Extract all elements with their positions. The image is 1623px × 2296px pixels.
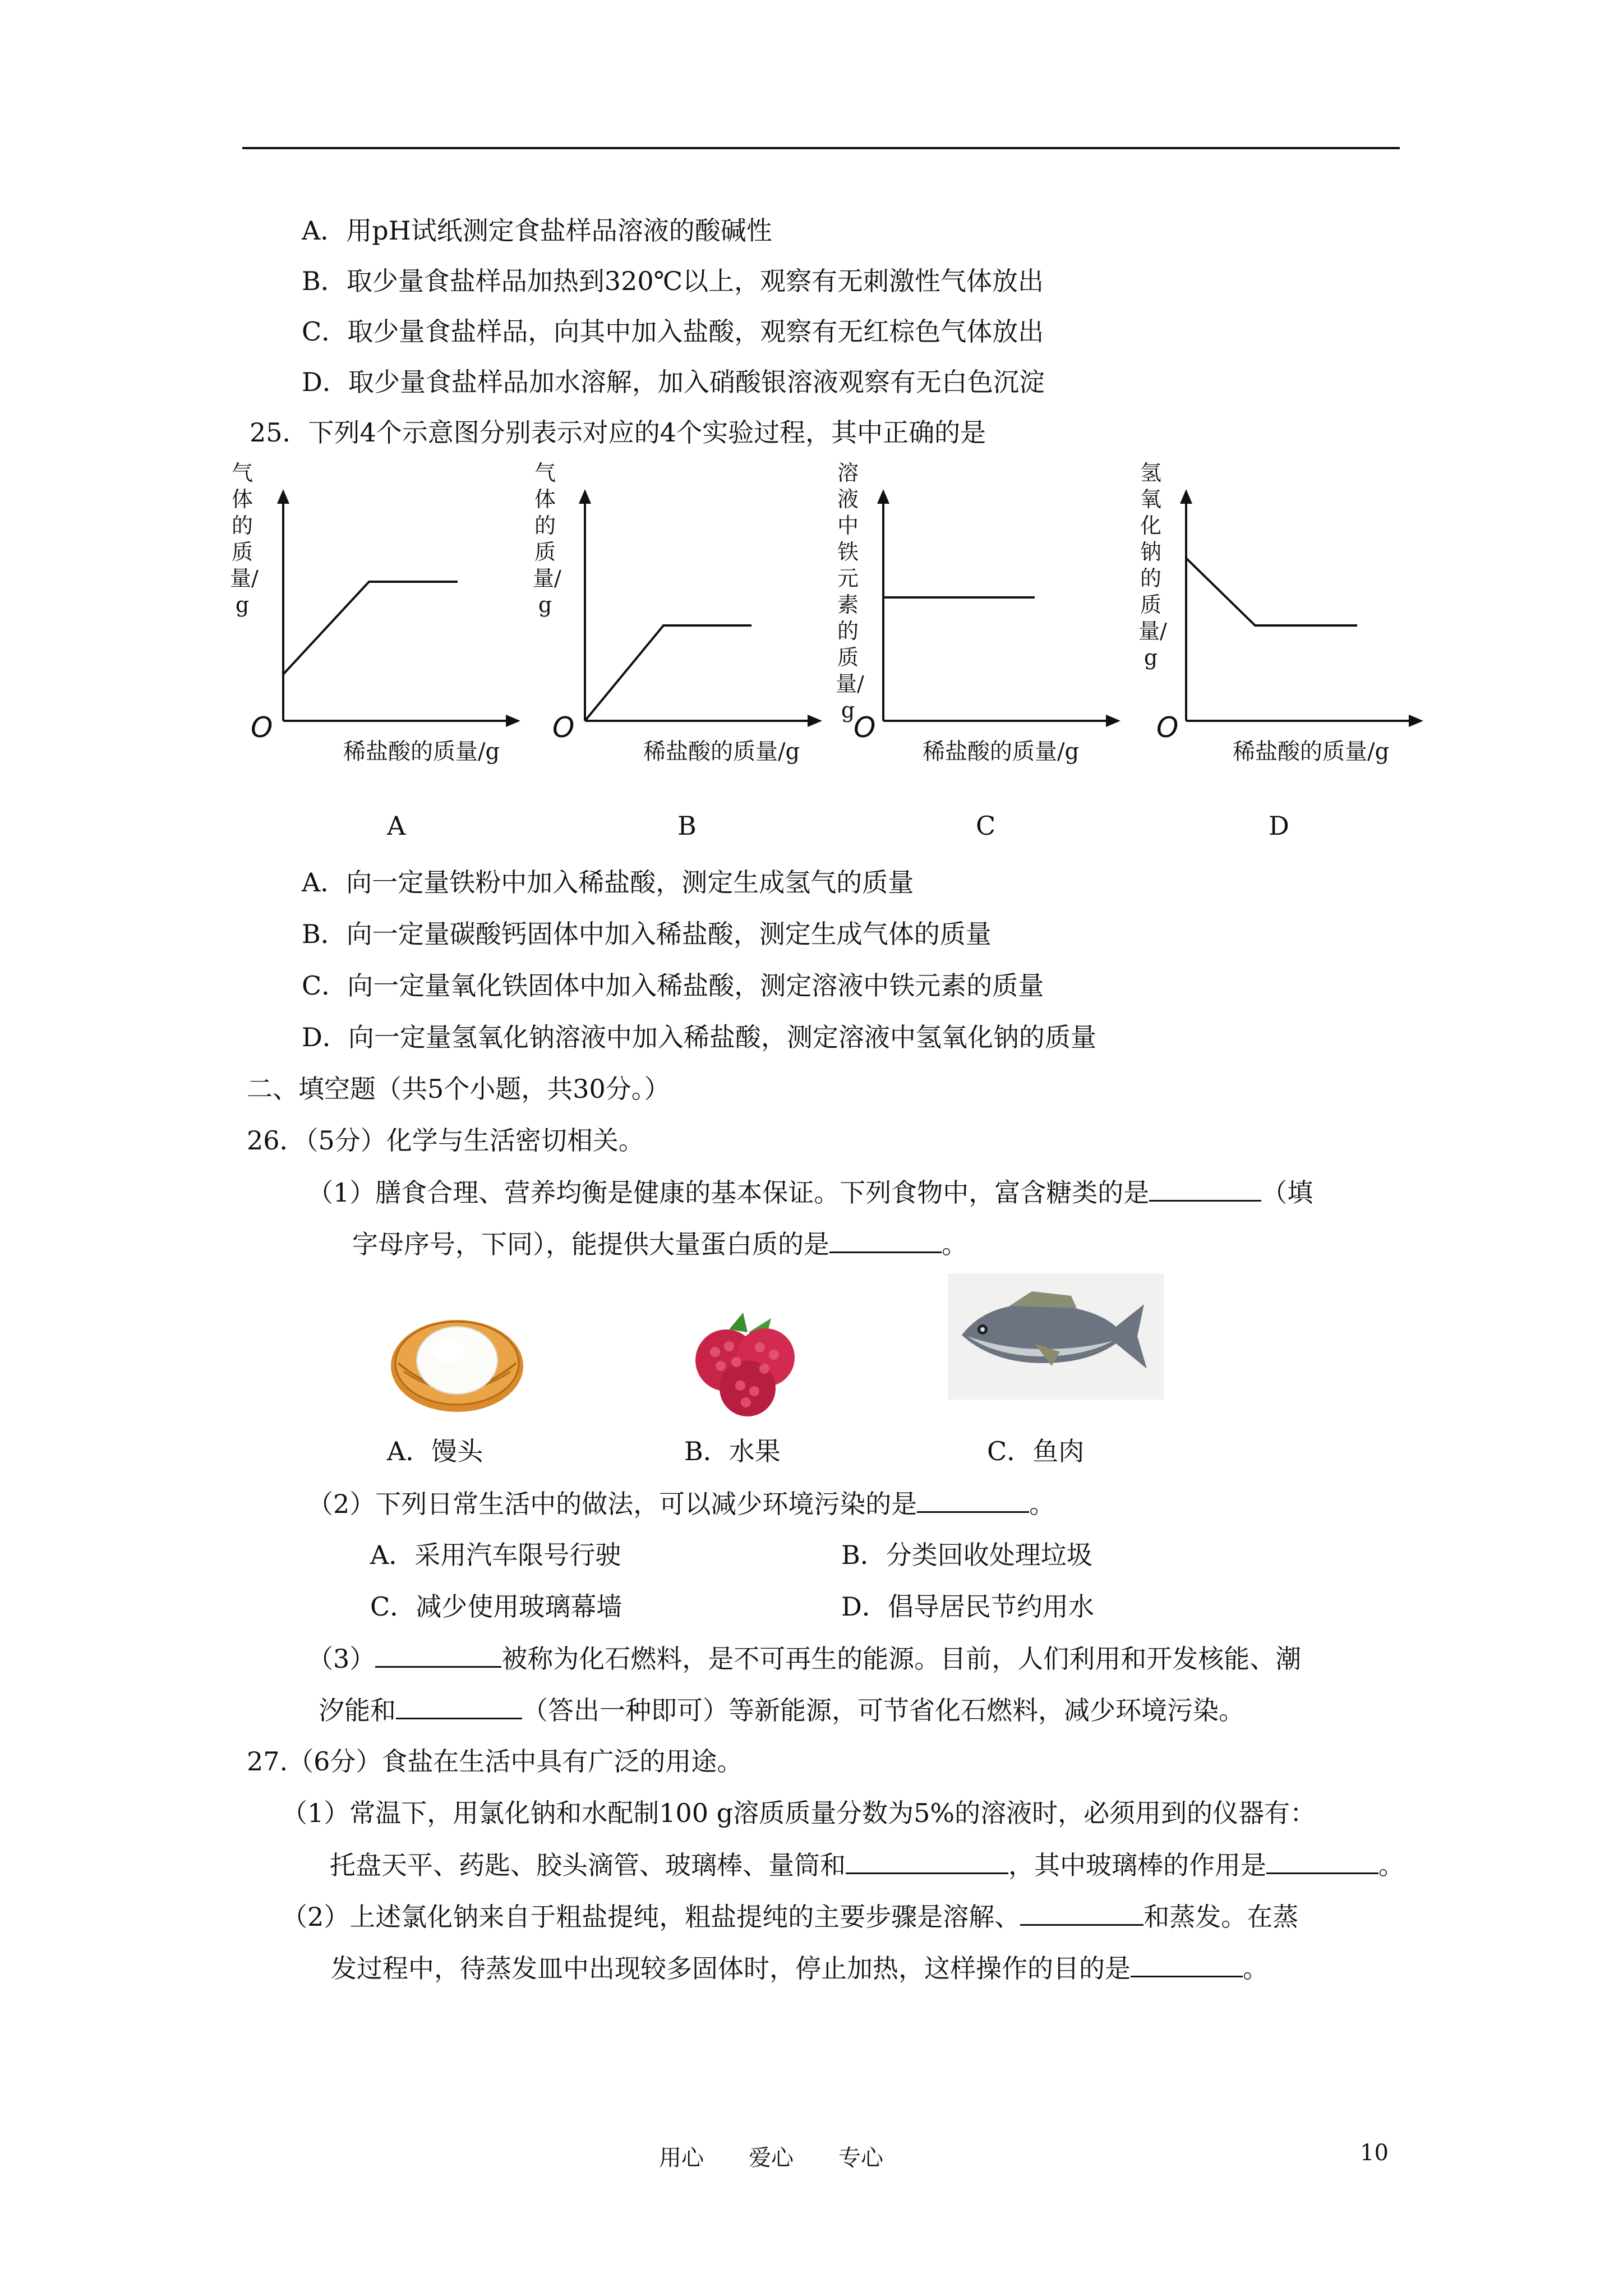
fish-image (948, 1273, 1164, 1400)
q27-part2-text-d: 。 (1243, 1953, 1269, 1984)
graph-c-origin: O (854, 711, 876, 744)
answer-blank[interactable] (396, 1693, 522, 1719)
q27-part2-text-b: 和蒸发。在蒸 (1144, 1902, 1299, 1932)
q26-part1-text-c: 字母序号，下同），能提供大量蛋白质的是 (352, 1229, 829, 1259)
q27-part2-text-a: （2）上述氯化钠来自于粗盐提纯，粗盐提纯的主要步骤是溶解、 (282, 1902, 1021, 1932)
q27-part2-line1 (282, 1899, 1298, 1934)
answer-blank[interactable] (1266, 1848, 1378, 1874)
answer-blank[interactable] (375, 1641, 501, 1668)
q27-part2-text-c: 发过程中，待蒸发皿中出现较多固体时，停止加热，这样操作的目的是 (331, 1953, 1131, 1984)
graph-b (554, 482, 834, 735)
q25-option-b: B．向一定量碳酸钙固体中加入稀盐酸，测定生成气体的质量 (302, 919, 992, 949)
footer-motto: 用心 爱心 专心 (659, 2145, 883, 2171)
graph-a (252, 482, 533, 735)
q26-part2-text: （2）下列日常生活中的做法，可以减少环境污染的是 (307, 1489, 917, 1519)
q24-option-b: B．取少量食盐样品加热到320℃以上，观察有无刺激性气体放出 (302, 266, 1044, 296)
food-label-b: B．水果 (684, 1436, 781, 1466)
food-label-a: A．馒头 (387, 1436, 483, 1466)
q25-option-c: C．向一定量氧化铁固体中加入稀盐酸，测定溶液中铁元素的质量 (302, 970, 1044, 1001)
q25-option-d: D．向一定量氢氧化钠溶液中加入稀盐酸，测定溶液中氢氧化钠的质量 (302, 1022, 1096, 1052)
graph-c-caption: C (976, 811, 996, 841)
q24-option-c: C．取少量食盐样品，向其中加入盐酸，观察有无红棕色气体放出 (302, 316, 1044, 347)
graph-c-ylabel: 溶液中铁元素的质量/g (836, 461, 864, 723)
graph-d-xlabel: 稀盐酸的质量/g (1233, 739, 1390, 765)
food-label-c: C．鱼肉 (987, 1436, 1085, 1466)
q27-part2-line2 (331, 1951, 1269, 1985)
q26-part2-option-a: A．采用汽车限号行驶 (370, 1540, 621, 1570)
q26-part2-option-c: C．减少使用玻璃幕墙 (370, 1591, 623, 1622)
graph-a-caption: A (387, 811, 406, 841)
q27-part1-text-d: 。 (1378, 1850, 1404, 1880)
q27-part1-text-b: 托盘天平、药匙、胶头滴管、玻璃棒、量筒和 (330, 1850, 846, 1880)
raspberry-image (681, 1307, 810, 1419)
answer-blank[interactable] (917, 1487, 1029, 1513)
graph-b-xlabel: 稀盐酸的质量/g (643, 739, 800, 765)
graph-c (852, 482, 1133, 735)
q25-stem: 25．下列4个示意图分别表示对应的4个实验过程，其中正确的是 (250, 417, 986, 448)
graph-a-xlabel: 稀盐酸的质量/g (343, 739, 500, 765)
q26-stem: 26．（5分）化学与生活密切相关。 (247, 1125, 644, 1156)
section-heading: 二、填空题（共5个小题，共30分。） (247, 1074, 670, 1104)
q26-part3-text-d: （答出一种即可）等新能源，可节省化石燃料，减少环境污染。 (522, 1695, 1244, 1726)
q26-part2-option-b: B．分类回收处理垃圾 (841, 1540, 1092, 1570)
q26-part1-text-b: （填 (1261, 1177, 1313, 1208)
answer-blank[interactable] (829, 1227, 942, 1253)
q26-part2-end: 。 (1029, 1489, 1055, 1519)
answer-blank[interactable] (1149, 1175, 1261, 1202)
q26-part1-text-a: （1）膳食合理、营养均衡是健康的基本保证。下列食物中，富含糖类的是 (307, 1177, 1150, 1208)
q27-part1-text-c: ，其中玻璃棒的作用是 (1008, 1850, 1266, 1880)
graph-c-xlabel: 稀盐酸的质量/g (923, 739, 1080, 765)
graph-b-origin: O (552, 711, 575, 744)
q24-option-d: D．取少量食盐样品加水溶解，加入硝酸银溶液观察有无白色沉淀 (302, 367, 1045, 397)
q27-stem: 27.（6分）食盐在生活中具有广泛的用途。 (247, 1746, 743, 1777)
q26-part1-text-d: 。 (942, 1229, 967, 1259)
header-rule (242, 147, 1400, 149)
graph-a-origin: O (251, 711, 273, 744)
graph-d-ylabel: 氢氧化钠的质量/g (1138, 461, 1167, 670)
graph-b-caption: B (677, 811, 697, 841)
graph-b-ylabel: 气体的质量/g (533, 461, 561, 617)
graph-d (1155, 482, 1436, 735)
graph-a-ylabel: 气体的质量/g (230, 461, 259, 617)
q26-part3-text-a: （3） (307, 1644, 376, 1674)
q25-option-a: A．向一定量铁粉中加入稀盐酸，测定生成氢气的质量 (302, 867, 914, 898)
q26-part3-line2 (319, 1693, 1244, 1727)
q26-part3-line1 (307, 1641, 1301, 1676)
steamed-bun-image (387, 1301, 527, 1419)
q26-part1-line1 (307, 1175, 1313, 1209)
answer-blank[interactable] (1020, 1899, 1144, 1926)
q24-option-a: A．用pH试纸测定食盐样品溶液的酸碱性 (302, 215, 772, 246)
answer-blank[interactable] (1131, 1951, 1243, 1977)
q26-part3-text-c: 汐能和 (319, 1695, 396, 1726)
answer-blank[interactable] (846, 1848, 1008, 1874)
q26-part1-line2 (352, 1227, 967, 1261)
graph-d-origin: O (1156, 711, 1179, 744)
q26-part3-text-b: 被称为化石燃料，是不可再生的能源。目前，人们利用和开发核能、潮 (501, 1644, 1302, 1674)
q26-part2-option-d: D．倡导居民节约用水 (841, 1591, 1094, 1622)
graph-d-caption: D (1269, 811, 1289, 841)
q27-part1-line1: （1）常温下，用氯化钠和水配制100 g溶质质量分数为5%的溶液时，必须用到的仪器有： (282, 1798, 1316, 1828)
page-number: 10 (1360, 2140, 1389, 2166)
q27-part1-line2 (330, 1848, 1404, 1882)
q26-part2 (307, 1487, 1055, 1521)
